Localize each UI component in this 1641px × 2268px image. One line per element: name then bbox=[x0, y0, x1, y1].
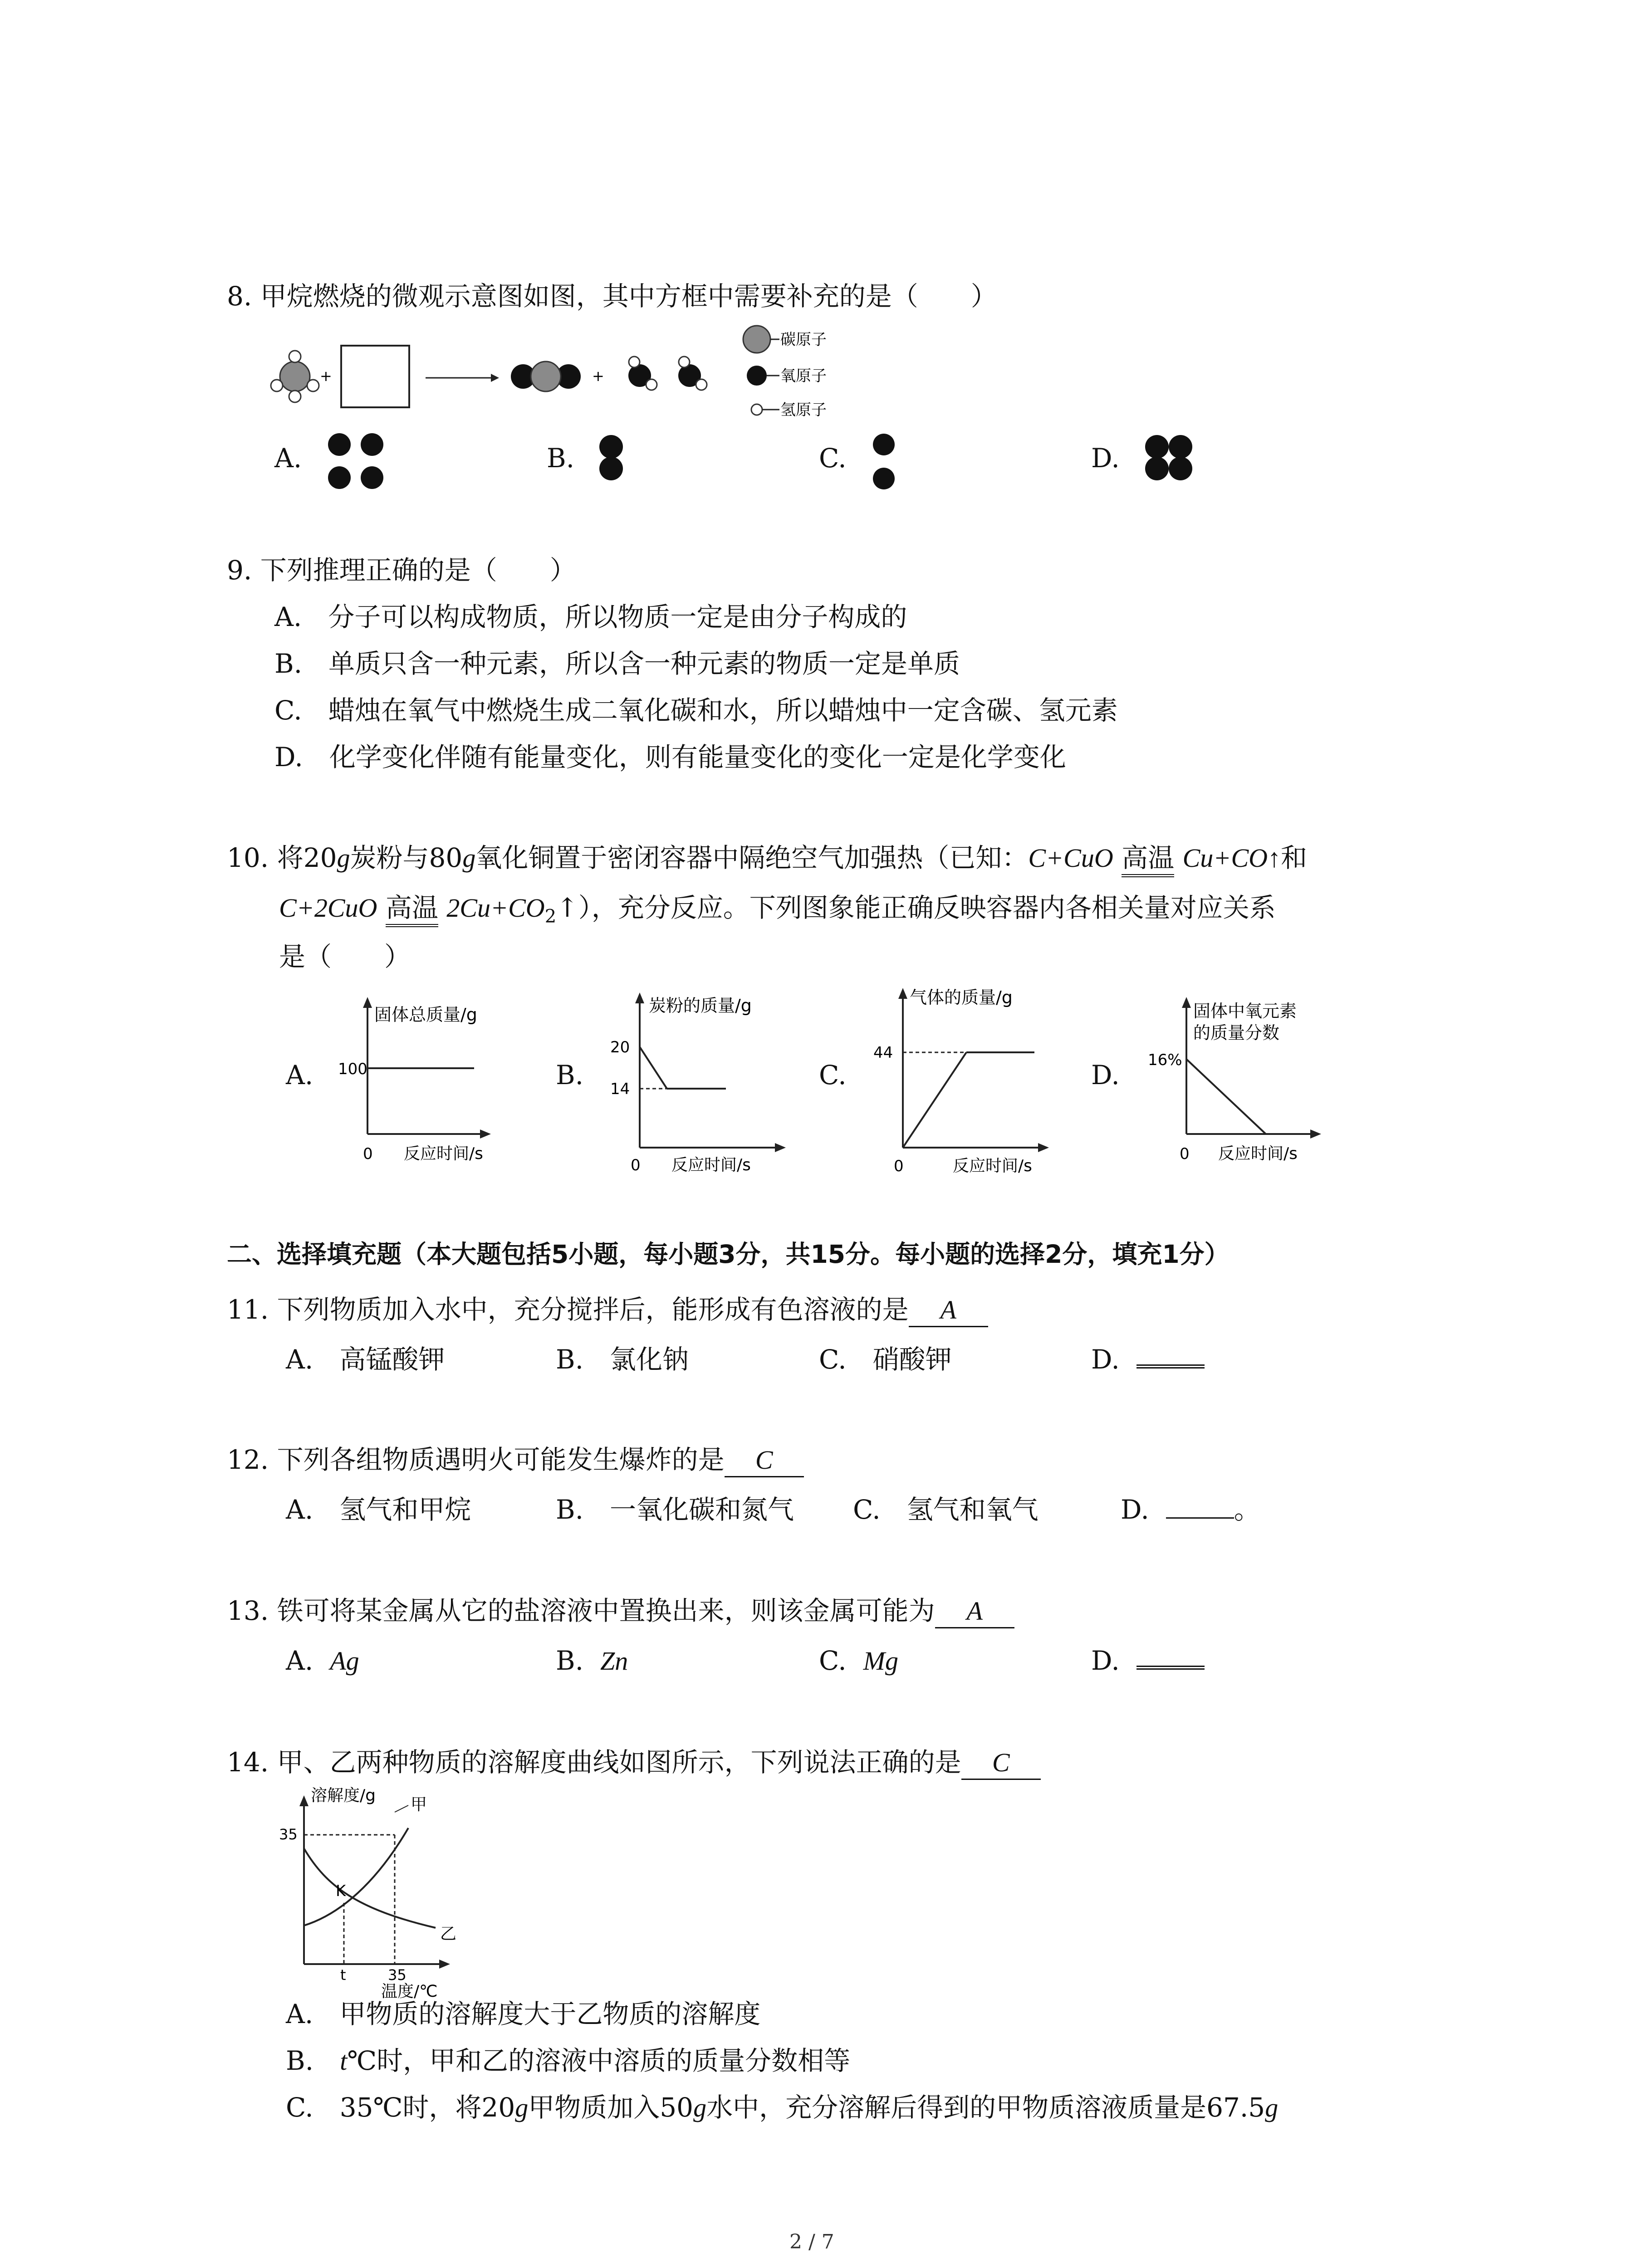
q12-option-d[interactable]: D. 。 bbox=[1121, 1494, 1260, 1525]
q13-option-c[interactable]: C. Mg bbox=[819, 1645, 898, 1676]
q14-solubility-graph bbox=[272, 1787, 499, 2000]
q11-option-d-blank[interactable] bbox=[1136, 1346, 1205, 1369]
q8-option-c-label[interactable]: C. bbox=[819, 443, 847, 474]
blank-box bbox=[341, 346, 409, 407]
q13-answer[interactable]: A bbox=[935, 1595, 1014, 1628]
svg-text:甲: 甲 bbox=[411, 1795, 427, 1814]
svg-text:反应时间/s: 反应时间/s bbox=[1218, 1144, 1298, 1163]
svg-text:温度/℃: 温度/℃ bbox=[381, 1982, 438, 2001]
plus-sign: + bbox=[592, 367, 604, 385]
plus-sign: + bbox=[320, 367, 332, 385]
svg-text:氢原子: 氢原子 bbox=[780, 401, 827, 419]
q13-option-a[interactable]: A. Ag bbox=[286, 1645, 359, 1676]
q10-graph-c bbox=[862, 975, 1071, 1179]
q11-answer[interactable]: A bbox=[909, 1294, 988, 1327]
q10-line1: 10. 将20g炭粉与80g氧化铜置于密闭容器中隔绝空气加强热（已知：C+CuO 高温 Cu+CO↑和 bbox=[227, 842, 1307, 874]
q9-option-c[interactable]: C. 蜡烛在氧气中燃烧生成二氧化碳和水，所以蜡烛中一定含碳、氢元素 bbox=[274, 695, 1118, 726]
svg-text:35: 35 bbox=[279, 1826, 298, 1843]
svg-text:16%: 16% bbox=[1148, 1051, 1182, 1069]
q13-option-d-blank[interactable] bbox=[1136, 1647, 1205, 1670]
q10-option-a-label[interactable]: A. bbox=[286, 1060, 314, 1090]
q10-option-d-label[interactable]: D. bbox=[1091, 1060, 1120, 1090]
q13-option-d[interactable]: D. bbox=[1091, 1645, 1205, 1677]
q10-graph-a bbox=[318, 989, 526, 1170]
q13-stem: 13. 铁可将某金属从它的盐溶液中置换出来，则该金属可能为 A bbox=[227, 1595, 1014, 1628]
q9-stem: 9. 下列推理正确的是（ ） bbox=[227, 555, 576, 586]
svg-text:乙: 乙 bbox=[440, 1925, 457, 1943]
svg-text:44: 44 bbox=[873, 1044, 893, 1062]
q8-stem: 8. 甲烷燃烧的微观示意图如图，其中方框中需要补充的是（ ） bbox=[227, 281, 997, 312]
svg-text:炭粉的质量/g: 炭粉的质量/g bbox=[649, 996, 752, 1016]
q10-line3: 是（ ） bbox=[279, 941, 411, 972]
methane-molecule bbox=[271, 351, 319, 402]
q12-option-c[interactable]: C. 氢气和氧气 bbox=[853, 1494, 1038, 1525]
svg-text:0: 0 bbox=[363, 1145, 373, 1163]
q14-option-a[interactable]: A. 甲物质的溶解度大于乙物质的溶解度 bbox=[286, 1999, 761, 2029]
q11-option-a[interactable]: A. 高锰酸钾 bbox=[286, 1344, 445, 1375]
svg-text:35: 35 bbox=[388, 1966, 407, 1984]
water-molecule bbox=[628, 357, 657, 390]
svg-text:K: K bbox=[336, 1882, 346, 1900]
q10-graph-d bbox=[1134, 989, 1343, 1170]
q11-option-d[interactable]: D. bbox=[1091, 1344, 1205, 1375]
q9-option-a[interactable]: A. 分子可以构成物质，所以物质一定是由分子构成的 bbox=[274, 601, 907, 632]
q12-answer[interactable]: C bbox=[725, 1444, 804, 1477]
q10-option-c-label[interactable]: C. bbox=[819, 1060, 847, 1090]
q14-option-c[interactable]: C. 35℃时，将20g甲物质加入50g水中，充分溶解后得到的甲物质溶液质量是67.5g bbox=[286, 2092, 1279, 2123]
svg-text:0: 0 bbox=[631, 1156, 641, 1174]
q9-option-b[interactable]: B. 单质只含一种元素，所以含一种元素的物质一定是单质 bbox=[274, 648, 960, 679]
svg-text:反应时间/s: 反应时间/s bbox=[671, 1156, 751, 1174]
page-number: 2 / 7 bbox=[789, 2230, 834, 2253]
svg-text:溶解度/g: 溶解度/g bbox=[311, 1786, 376, 1805]
q8-option-d-figure bbox=[1143, 433, 1207, 488]
svg-text:反应时间/s: 反应时间/s bbox=[404, 1144, 483, 1163]
q10-option-b-label[interactable]: B. bbox=[556, 1060, 584, 1090]
svg-text:t: t bbox=[340, 1966, 346, 1984]
q11-option-c[interactable]: C. 硝酸钾 bbox=[819, 1344, 952, 1375]
q10-graph-b bbox=[599, 980, 808, 1179]
co2-molecule bbox=[511, 362, 581, 391]
q14-option-b[interactable]: B. t℃时，甲和乙的溶液中溶质的质量分数相等 bbox=[286, 2045, 851, 2076]
q12-option-b[interactable]: B. 一氧化碳和氮气 bbox=[556, 1494, 794, 1525]
svg-text:20: 20 bbox=[610, 1038, 630, 1056]
svg-text:0: 0 bbox=[894, 1157, 904, 1175]
svg-text:反应时间/s: 反应时间/s bbox=[953, 1157, 1032, 1175]
svg-text:14: 14 bbox=[610, 1080, 630, 1098]
svg-text:固体中氧元素: 固体中氧元素 bbox=[1193, 1001, 1297, 1021]
q9-option-d[interactable]: D. 化学变化伴随有能量变化，则有能量变化的变化一定是化学变化 bbox=[274, 742, 1066, 772]
svg-text:的质量分数: 的质量分数 bbox=[1193, 1023, 1280, 1043]
q12-stem: 12. 下列各组物质遇明火可能发生爆炸的是 C bbox=[227, 1444, 804, 1477]
q11-option-b[interactable]: B. 氯化钠 bbox=[556, 1344, 689, 1375]
atom-legend bbox=[743, 326, 827, 419]
q8-option-d-label[interactable]: D. bbox=[1091, 443, 1120, 474]
svg-text:气体的质量/g: 气体的质量/g bbox=[910, 987, 1013, 1007]
q8-option-b-figure bbox=[597, 433, 628, 488]
q14-answer[interactable]: C bbox=[961, 1747, 1041, 1780]
q8-reaction-diagram bbox=[268, 318, 903, 426]
q12-option-a[interactable]: A. 氢气和甲烷 bbox=[286, 1494, 471, 1525]
section-2-heading: 二、选择填充题（本大题包括5小题，每小题3分，共15分。每小题的选择2分，填充1分） bbox=[227, 1240, 1230, 1269]
svg-text:0: 0 bbox=[1180, 1145, 1190, 1163]
q8-option-b-label[interactable]: B. bbox=[547, 443, 575, 474]
q8-option-c-figure bbox=[870, 431, 902, 494]
q12-option-d-blank[interactable] bbox=[1166, 1497, 1234, 1519]
water-molecule bbox=[678, 357, 707, 390]
q8-option-a-label[interactable]: A. bbox=[274, 443, 302, 474]
q14-stem: 14. 甲、乙两种物质的溶解度曲线如图所示，下列说法正确的是 C bbox=[227, 1746, 1041, 1780]
q13-option-b[interactable]: B. Zn bbox=[556, 1645, 628, 1676]
svg-text:氧原子: 氧原子 bbox=[780, 367, 827, 385]
q8-option-a-figure bbox=[327, 431, 390, 494]
svg-text:固体总质量/g: 固体总质量/g bbox=[374, 1005, 477, 1025]
q11-stem: 11. 下列物质加入水中，充分搅拌后，能形成有色溶液的是 A bbox=[227, 1294, 988, 1327]
svg-text:碳原子: 碳原子 bbox=[780, 331, 827, 349]
svg-text:100: 100 bbox=[338, 1060, 367, 1078]
q10-line2: C+2CuO 高温 $2Cu+CO_2↑$），充分反应。下列图象能正确反映容器内各相关量对应关系 bbox=[279, 892, 1276, 927]
